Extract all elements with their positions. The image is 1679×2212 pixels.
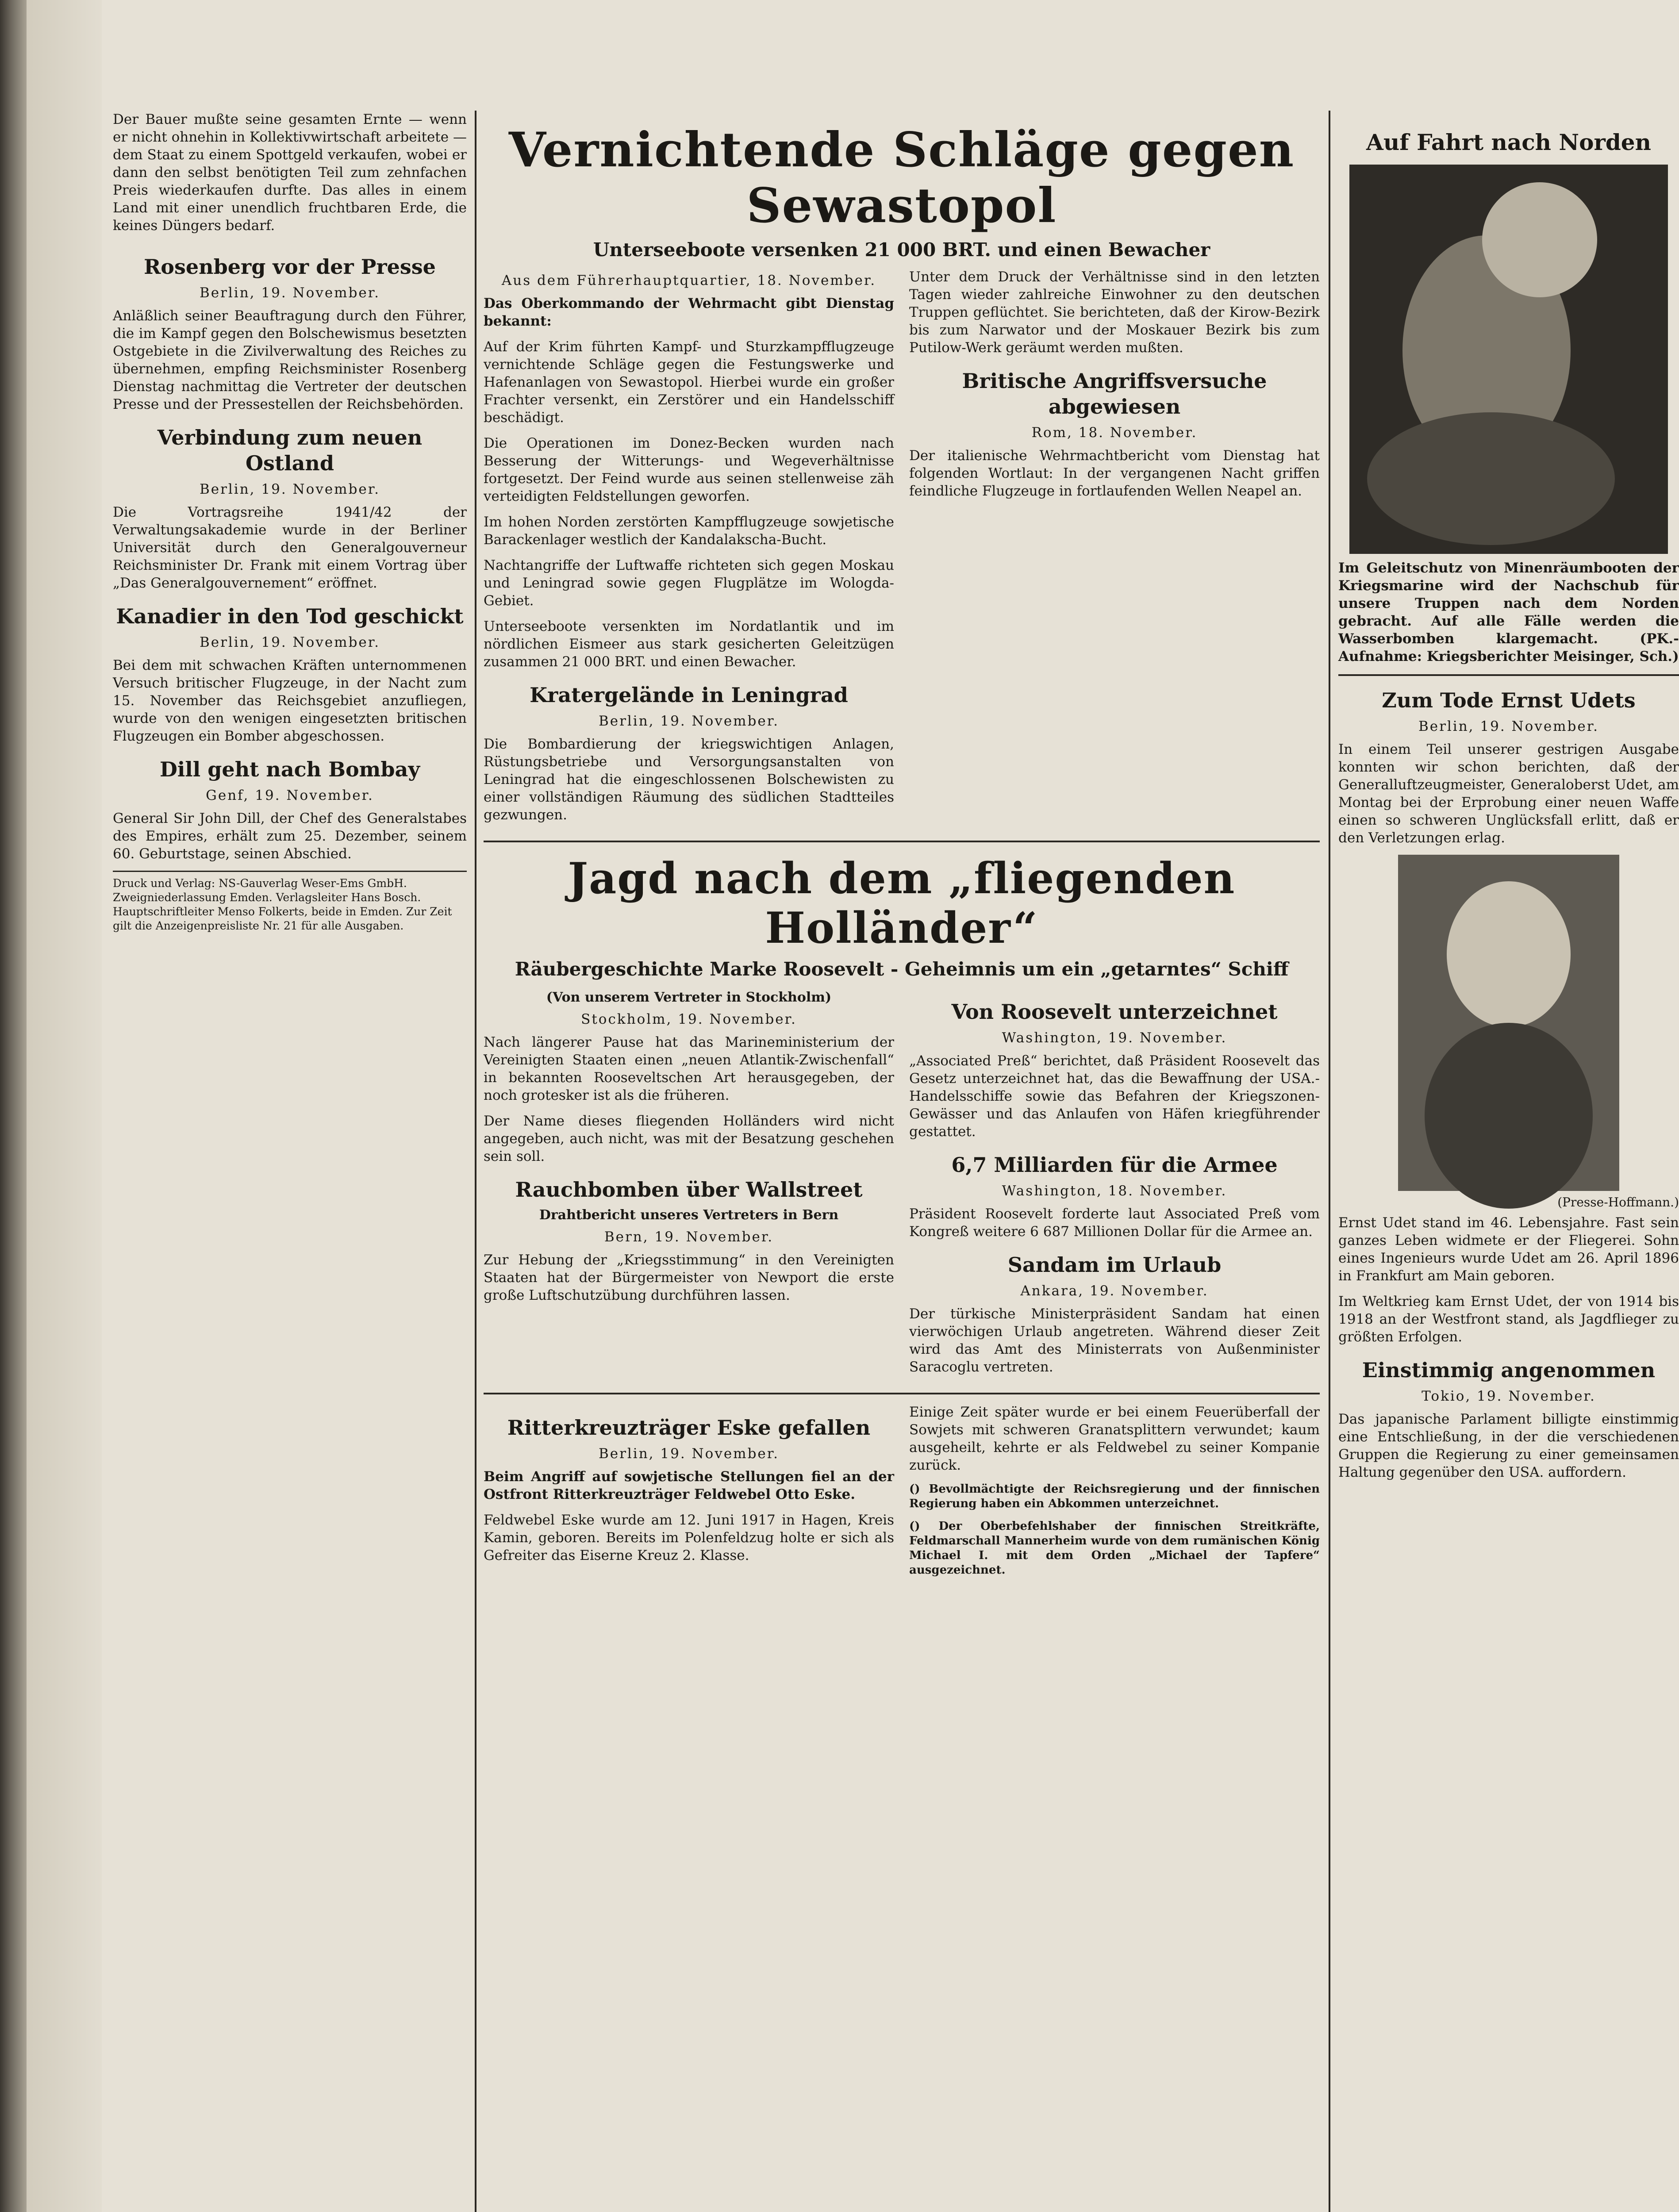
jagd-dateline: Stockholm, 19. November.	[581, 1011, 797, 1027]
eske-right	[909, 1403, 1320, 1586]
eske-left	[484, 1403, 894, 1586]
main-story-right	[909, 268, 1320, 832]
rauch-paragraph: Zur Hebung der „Kriegsstimmung“ in den Vereinigten Staaten hat der Bürgermeister von Newport die erste große Luftschutzübung durchführen lassen.	[484, 1252, 894, 1303]
photo-udet-portrait	[1398, 855, 1619, 1191]
jagd-left	[484, 987, 894, 1384]
ostland-dateline: Berlin, 19. November.	[199, 481, 380, 497]
eske-paragraph: Feldwebel Eske wurde am 12. Juni 1917 in Hagen, Kreis Kamin, geboren. Bereits im Polenfeldzug holte er sich als Gefreiter das Eiserne Kreuz 2. Klasse.	[484, 1512, 894, 1563]
eske-dateline: Berlin, 19. November.	[598, 1446, 780, 1462]
rosenberg-headline: Rosenberg vor der Presse	[144, 255, 436, 279]
main-paragraph-2: Die Operationen im Donez-Becken wurden nach Besserung der Witterungs- und Wegeverhältnisse fortgesetzt. Der Feind wurde aus seinen stellenweise zäh verteidigten Feldstellungen geworfen.	[484, 435, 894, 504]
rule-above-udet	[1338, 674, 1679, 676]
jagd-columns	[484, 987, 1320, 1384]
eske-lead: Beim Angriff auf sowjetische Stellungen fiel an der Ostfront Ritterkreuzträger Feldwebel Otto Eske.	[484, 1469, 894, 1502]
armee-dateline: Washington, 18. November.	[1002, 1183, 1227, 1199]
jagd-right	[909, 987, 1320, 1384]
udet-headline: Zum Tode Ernst Udets	[1382, 688, 1636, 712]
main-dateline: Aus dem Führerhauptquartier, 18. November.	[501, 273, 876, 288]
dill-paragraph: General Sir John Dill, der Chef des Generalstabes des Empires, erhält zum 25. Dezember, seinem 60. Geburtstage, seinen Abschied.	[113, 810, 467, 862]
roosevelt-paragraph: „Associated Preß“ berichtet, daß Präsident Roosevelt das Gesetz unterzeichnet hat, das die Bewaffnung der USA.-Handelsschiffe sowie das Befahren der Kriegszonen-Gewässer und das Anlaufen von Häfen kriegführender gestattet.	[909, 1053, 1320, 1140]
main-paragraph-3: Im hohen Norden zerstörten Kampfflugzeuge sowjetische Barackenlager westlich der Kandalakscha-Bucht.	[484, 514, 894, 548]
jagd-subhead: Räubergeschichte Marke Roosevelt - Geheimnis um ein „getarntes“ Schiff	[515, 958, 1289, 980]
jagd-paragraph-2: Der Name dieses fliegenden Holländers wird nicht angegeben, auch nicht, was mit der Besatzung geschehen sein soll.	[484, 1113, 894, 1164]
krater-dateline: Berlin, 19. November.	[598, 713, 780, 729]
column-rule-1	[475, 111, 476, 2212]
photo2-credit: (Presse-Hoffmann.)	[1557, 1195, 1679, 1210]
dill-dateline: Genf, 19. November.	[206, 787, 374, 803]
photo1-title: Auf Fahrt nach Norden	[1366, 129, 1651, 155]
photo1-caption: Im Geleitschutz von Minenräumbooten der Kriegsmarine wird der Nachschub für unsere Truppen nach dem Norden gebracht. Auf alle Fälle werden die Wasserbomben klargemacht. (PK.-Aufnahme: Kriegsberichter Meisinger, Sch.)	[1338, 560, 1679, 664]
jagd-paragraph-1: Nach längerer Pause hat das Marineministerium der Vereinigten Staaten einen „neuen Atlantik-Zwischenfall“ in bekannten Rooseveltschen Art herausgegeben, der noch grotesker ist als die früheren.	[484, 1034, 894, 1103]
rauch-byline: Drahtbericht unseres Vertreters in Bern	[539, 1207, 839, 1223]
brit-dateline: Rom, 18. November.	[1031, 425, 1198, 441]
eske-columns	[484, 1403, 1320, 1586]
dill-headline: Dill geht nach Bombay	[159, 757, 420, 781]
krater-paragraph: Die Bombardierung der kriegswichtigen Anlagen, Rüstungsbetriebe und Versorgungsanstalten von Leningrad hat die eingeschlossenen Bolschewisten zu einer vollständigen Räumung des südlichen Stadtteiles gezwungen.	[484, 736, 894, 823]
krater-headline: Kratergelände in Leningrad	[530, 683, 848, 707]
center-block	[484, 111, 1320, 2212]
rauch-headline: Rauchbomben über Wallstreet	[515, 1178, 863, 1202]
main-lead: Das Oberkommando der Wehrmacht gibt Dienstag bekannt:	[484, 296, 894, 329]
photo-minesweepers	[1349, 165, 1668, 554]
udet-paragraph-2: Ernst Udet stand im 46. Lebensjahre. Fast sein ganzes Leben widmete er der Fliegerei. Sohn eines Ingenieurs wurde Udet am 26. April 1896 in Frankfurt am Main geboren.	[1338, 1215, 1679, 1284]
rosenberg-paragraph: Anläßlich seiner Beauftragung durch den Führer, die im Kampf gegen den Bolschewismus besetzten Ostgebiete in die Zivilverwaltung des Reiches zu übernehmen, empfing Reichsminister Rosenberg Dienstag nachmittag die Vertreter der deutschen Presse und der Pressestellen der Reichsbehörden.	[113, 308, 467, 412]
roosevelt-dateline: Washington, 19. November.	[1002, 1030, 1227, 1046]
main-story-columns	[484, 268, 1320, 832]
roosevelt-headline: Von Roosevelt unterzeichnet	[951, 1000, 1278, 1024]
udet-dateline: Berlin, 19. November.	[1418, 718, 1599, 734]
rule-above-jagd	[484, 841, 1320, 842]
column-rule-2	[1329, 111, 1330, 2212]
intro-paragraph: Der Bauer mußte seine gesamten Ernte — wenn er nicht ohnehin in Kollektivwirtschaft arbeitete — dem Staat zu einem Spottgeld verkaufen, wobei er dann den selbst benötigten Teil zum zehnfachen Preis wiederkaufen durfte. Das alles in einem Land mit einer unendlich fruchtbaren Erde, die keines Düngers bedarf.	[113, 111, 467, 234]
main-paragraph-4: Nachtangriffe der Luftwaffe richteten sich gegen Moskau und Leningrad sowie gegen Flugplätze im Wologda-Gebiet.	[484, 557, 894, 609]
armee-paragraph: Präsident Roosevelt forderte laut Associated Preß vom Kongreß weitere 6 687 Millionen Dollar für die Armee an.	[909, 1206, 1320, 1240]
main-paragraph-1: Auf der Krim führten Kampf- und Sturzkampfflugzeuge vernichtende Schläge gegen die Festungswerke und Hafenanlagen von Sewastopol. Hierbei wurde ein großer Frachter versenkt, ein Zerstörer und ein Handelsschiff beschädigt.	[484, 339, 894, 426]
right-column	[1338, 111, 1679, 2212]
main-headline: Vernichtende Schläge gegen Sewastopol	[508, 122, 1295, 234]
sandam-headline: Sandam im Urlaub	[1007, 1253, 1222, 1277]
binding-spine	[0, 0, 27, 2212]
kanadier-headline: Kanadier in den Tod geschickt	[116, 604, 464, 628]
japan-dateline: Tokio, 19. November.	[1422, 1388, 1596, 1404]
rule-above-eske	[484, 1393, 1320, 1394]
brit-paragraph: Der italienische Wehrmachtbericht vom Dienstag hat folgenden Wortlaut: In der vergangenen Nacht griffen feindliche Flugzeuge in fortlaufenden Wellen Neapel an.	[909, 448, 1320, 499]
japan-headline: Einstimmig angenommen	[1362, 1358, 1656, 1382]
newspaper-page	[104, 84, 1679, 2212]
brit-headline: Britische Angriffsversuche abgewiesen	[962, 369, 1267, 419]
sandam-dateline: Ankara, 19. November.	[1020, 1283, 1209, 1299]
leningrad-continued: Unter dem Druck der Verhältnisse sind in den letzten Tagen wieder zahlreiche Einwohner zu den deutschen Truppen geflüchtet. Sie berichteten, daß der Kirow-Bezirk bis zum Narwator und der Moskauer Bezirk bis zum Putilow-Werk geräumt werden mußten.	[909, 269, 1320, 356]
ostland-paragraph: Die Vortragsreihe 1941/42 der Verwaltungsakademie wurde in der Berliner Universität durch den Generalgouverneur Reichsminister Dr. Frank mit einem Vortrag über „Das Generalgouvernement“ eröffnet.	[113, 504, 467, 591]
jagd-byline: (Von unserem Vertreter in Stockholm)	[546, 990, 832, 1005]
left-column	[113, 111, 467, 2212]
rosenberg-dateline: Berlin, 19. November.	[199, 285, 380, 301]
armee-headline: 6,7 Milliarden für die Armee	[951, 1153, 1278, 1177]
main-story-left	[484, 268, 894, 832]
ostland-headline: Verbindung zum neuen Ostland	[157, 426, 423, 475]
japan-paragraph: Das japanische Parlament billigte einstimmig eine Entschließung, in der die verschiedenen Gruppen die Regierung zu einer gemeinsamen Haltung gegenüber den USA. auffordern.	[1338, 1411, 1679, 1480]
main-subhead: Unterseeboote versenken 21 000 BRT. und einen Bewacher	[593, 239, 1210, 261]
kanadier-paragraph: Bei dem mit schwachen Kräften unternommenen Versuch britischer Flugzeuge, in der Nacht zum 15. November das Reichsgebiet anzufliegen, wurde von den wenigen eingesetzten britischen Flugzeugen ein Bomber abgeschossen.	[113, 657, 467, 744]
imprint: Druck und Verlag: NS-Gauverlag Weser-Ems GmbH. Zweigniederlassung Emden. Verlagsleiter Hans Bosch. Hauptschriftleiter Menso Folkerts, beide in Emden. Zur Zeit gilt die Anzeigenpreisliste Nr. 21 für alle Ausgaben.	[113, 871, 467, 933]
kanadier-dateline: Berlin, 19. November.	[199, 634, 380, 650]
main-paragraph-5: Unterseeboote versenkten im Nordatlantik und im nördlichen Eismeer aus stark gesicherten Geleitzügen zusammen 21 000 BRT. und einen Bewacher.	[484, 618, 894, 670]
footnote-2: () Der Oberbefehlshaber der finnischen Streitkräfte, Feldmarschall Mannerheim wurde von dem rumänischen König Michael I. mit dem Orden „Michael der Tapfere“ ausgezeichnet.	[909, 1520, 1320, 1577]
udet-paragraph-3: Im Weltkrieg kam Ernst Udet, der von 1914 bis 1918 an der Westfront stand, als Jagdflieger zu größten Erfolgen.	[1338, 1294, 1679, 1345]
page-edge	[27, 0, 102, 2212]
sandam-paragraph: Der türkische Ministerpräsident Sandam hat einen vierwöchigen Urlaub angetreten. Während dieser Zeit wird das Amt des Ministerrats von Außenminister Saracoglu vertreten.	[909, 1306, 1320, 1375]
eske-paragraph-2: Einige Zeit später wurde er bei einem Feuerüberfall der Sowjets mit schweren Granatsplittern verwundet; kaum ausgeheilt, kehrte er als Feldwebel zu seiner Kompanie zurück.	[909, 1404, 1320, 1473]
rauch-dateline: Bern, 19. November.	[604, 1229, 774, 1245]
udet-paragraph: In einem Teil unserer gestrigen Ausgabe konnten wir schon berichten, daß der Generalluftzeugmeister, Generaloberst Udet, am Montag bei der Erprobung einer neuen Waffe einen so schweren Unglücksfall erlitt, daß er den Verletzungen erlag.	[1338, 741, 1679, 846]
eske-headline: Ritterkreuzträger Eske gefallen	[507, 1416, 871, 1440]
footnote-1: () Bevollmächtigte der Reichsregierung und der finnischen Regierung haben ein Abkommen unterzeichnet.	[909, 1482, 1320, 1510]
jagd-headline: Jagd nach dem „fliegenden Holländer“	[568, 853, 1236, 953]
